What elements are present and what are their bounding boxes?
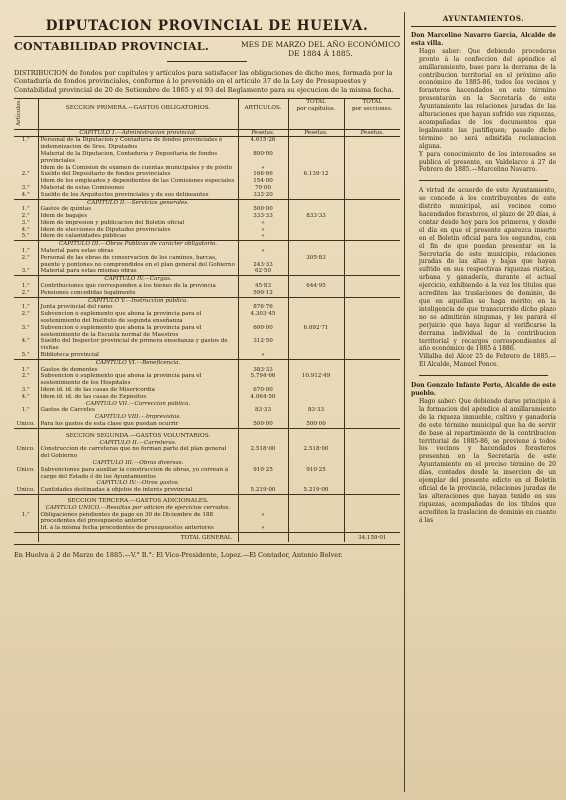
article-number: 4.° (21, 226, 30, 233)
pesetas-label: Pesetas. (288, 129, 344, 137)
article-number: 2.° (21, 213, 30, 220)
distribution-paragraph: DISTRIBUCION de fondos por capítulos y artículos para satisfacer las obligaciones de dicho mes, formada por la Contaduría de fondos provinciales, conforme á lo prevenido en el artículo 37 de la Ley de Presupuestos y Contabilidad provincial de 20 de Setiembre de 1865 y el 93 del Reglamento para su ejecucion de la misma fecha. (14, 69, 394, 94)
article-value: 500·00 (238, 421, 288, 428)
article-value: 154·00 (238, 178, 288, 185)
article-value: 243·33 (238, 255, 288, 269)
article-value: 62·50 (238, 268, 288, 275)
chapter-total: 5.219·00 (288, 487, 344, 494)
article-number: 3.° (21, 184, 30, 191)
table-row: Para los gastos de esta clase que puedan ocurrir (38, 421, 238, 428)
table-row: Construccion de carreteras que no forman parte del plan general del Gobierno (38, 446, 238, 460)
chapter-heading: CAPÍTULO IV.—Otros gastos. (38, 480, 238, 487)
article-value: 2.518·00 (238, 446, 288, 460)
table-row: Biblioteca provincial (38, 352, 238, 359)
article-number: 3.° (21, 219, 30, 226)
article-value: 45·83 (238, 283, 288, 290)
announcement-author: Don Gonzalo Infante Porto, Alcalde de este pueblo. (411, 382, 556, 398)
article-number: Único. (16, 487, 35, 494)
section-one-header: SECCION PRIMERA.—GASTOS OBLIGATORIOS. (38, 98, 238, 129)
announcement-author: Don Marcelino Navarro García, Alcalde de esta villa. (411, 32, 556, 47)
article-number: 1.° (21, 366, 30, 373)
article-number: 4.° (21, 191, 30, 198)
article-number: 2.° (21, 171, 30, 178)
article-value: 333·20 (238, 192, 288, 199)
table-row: Subvencion ó suplemento que abona la provincia para el sostenimiento de los Hospitales (38, 373, 238, 387)
article-number: 5.° (21, 233, 30, 240)
article-value: » (238, 525, 288, 532)
article-value: » (238, 165, 288, 172)
article-value: 5.219·00 (238, 487, 288, 494)
table-row: Idem de los empleados y dependientes de las Comisiones especiales (38, 178, 238, 185)
table-row: Subvencion ó suplemento que abona la provincia para el sostenimiento del Instituto de segunda enseñanza (38, 311, 238, 325)
article-number: 1.° (21, 304, 30, 311)
table-row: Gastos de quintas (38, 206, 238, 213)
article-number: Único. (16, 466, 35, 473)
chapter-heading: CAPÍTULO IV.—Cargas. (38, 276, 238, 283)
table-row: Cantidades destinadas á objetos de interés provincial (38, 487, 238, 494)
chapter-total: 833·33 (288, 213, 344, 220)
table-row: Material de estas Comisiones (38, 185, 238, 192)
article-value: 600·00 (238, 325, 288, 339)
table-row: Subvencion ó suplemento que abona la provincia para el sostenimiento de la Escuela normal de Maestros (38, 325, 238, 339)
page-title: DIPUTACION PROVINCIAL DE HUELVA. (45, 18, 369, 34)
article-value: » (238, 248, 288, 255)
chapter-total: 6.092·71 (288, 325, 344, 339)
budget-table (14, 98, 400, 542)
table-row: Gastos de Cárceles (38, 407, 238, 414)
article-value: » (238, 512, 288, 526)
section-three-header: SECCION TERCERA.—GASTOS ADICIONALES. (38, 494, 238, 504)
table-row: Idem de elecciones de Diputados provinciales (38, 227, 238, 234)
announcement-closing: Y para conocimiento de los interesados se publica el presente, en Valdelarco á 27 de Febrero de 1885.—Marcelino Navarro. (419, 150, 556, 174)
article-number: 3.° (21, 387, 30, 394)
month-line-2: DE 1884 Á 1885. (288, 49, 353, 58)
article-value: » (238, 220, 288, 227)
section-two-header: SECCION SEGUNDA.—GASTOS VOLUNTARIOS. (38, 428, 238, 439)
chapter-heading: CAPÍTULO ÚNICO.—Resultas por adicion de ejercicios cerrados. (38, 505, 238, 512)
articles-header: ARTÍCULOS. (238, 98, 288, 129)
divider (419, 375, 548, 376)
table-row: Idem de bagajes (38, 213, 238, 220)
total-general-value: 34.159·01 (344, 532, 400, 541)
table-row: Idem de la Comision de exámen de cuentas municipales y de pósito (38, 165, 238, 172)
article-value: 4.064·50 (238, 394, 288, 401)
chapter-heading: CAPÍTULO II.—Carreteras. (38, 440, 238, 447)
table-row: Material para estas obras (38, 248, 238, 255)
table-row: Material de la Diputacion, Contaduría y Depositaría de fondos provinciales (38, 151, 238, 165)
article-value: 910·25 (238, 467, 288, 481)
article-value: 876·76 (238, 304, 288, 311)
article-number: 3.° (21, 268, 30, 275)
chapter-heading: CAPÍTULO II.—Servicios generales. (38, 199, 238, 206)
table-row: Idem id. id. de las casas de Expósitos (38, 394, 238, 401)
article-number: Único. (16, 446, 35, 453)
article-value: » (238, 233, 288, 240)
accounting-section (14, 12, 400, 792)
article-number: 2.° (21, 373, 30, 380)
article-number: 1.° (21, 206, 30, 213)
article-number: 4.° (21, 338, 30, 345)
chapter-total: 2.518·00 (288, 446, 344, 460)
table-row: Pensiones concedidas legalmente (38, 290, 238, 297)
signature-footer: En Huelva á 2 de Marzo de 1885.—V.° B.°: El Vice-Presidente, Lopez.—El Contador, Antonio Bolver. (14, 550, 343, 559)
table-row: Obligaciones pendientes de pago en 30 de Diciembre de 188 procedentes del presupuesto anterior (38, 512, 238, 526)
month-line-1: MES DE MARZO DEL AÑO ECONÓMICO (240, 40, 400, 49)
article-value: 83·33 (238, 407, 288, 414)
table-row: Gastos de dementes (38, 367, 238, 374)
chapter-heading: CAPÍTULO I.—Administracion provincial. (38, 129, 238, 137)
article-number: 2.° (21, 311, 30, 318)
chapter-heading: CAPÍTULO VIII.—Imprevistos. (38, 414, 238, 421)
article-value: 4.615·26 (238, 137, 288, 151)
pesetas-label: Pesetas. (344, 129, 400, 137)
section-subtitle: CONTABILIDAD PROVINCIAL. (14, 40, 210, 53)
article-number: 2.° (21, 254, 30, 261)
municipal-announcements-column (404, 12, 556, 792)
chapter-total: 10.912·49 (288, 373, 344, 387)
chapter-total: 644·95 (288, 283, 344, 290)
article-number: 1.° (21, 137, 30, 144)
article-value: 670·00 (238, 387, 288, 394)
article-value: » (238, 352, 288, 359)
article-value: 383·33 (238, 367, 288, 374)
chapter-total: 910·25 (288, 467, 344, 481)
chapter-total: 305·83 (288, 255, 344, 269)
chapter-heading: CAPÍTULO V.—Instruccion pública. (38, 297, 238, 304)
table-row: Material para estas mismas obras (38, 268, 238, 275)
total-sections-header: TOTAL por secciones. (344, 98, 400, 129)
article-number: 4.° (21, 393, 30, 400)
divider (14, 544, 400, 545)
article-number: 1.° (21, 248, 30, 255)
pesetas-label: Pesetas. (238, 129, 288, 137)
article-number: 5.° (21, 352, 30, 359)
table-row: Sueldo del Depositario de fondos provinciales (38, 171, 238, 178)
article-value: 166·66 (238, 171, 288, 178)
article-value: 4.303·45 (238, 311, 288, 325)
article-value: » (238, 227, 288, 234)
chapter-heading: CAPÍTULO VII.—Correccion pública. (38, 401, 238, 408)
table-row: Sueldo del Inspector provincial de primera enseñanza y gastos de visitas (38, 338, 238, 352)
article-value: 5.794·66 (238, 373, 288, 387)
table-row: Idem id. id. de las casas de Misericordia (38, 387, 238, 394)
chapter-heading: CAPÍTULO III.—Obras diversas. (38, 460, 238, 467)
announcement-text: Hago saber: Que debiendo darse principio á la formacion del apéndice al amillaramiento de la riqueza inmueble, cultivo y ganadería de este término municipal que ha de servir de base al repartimiento de la contribucion territorial de 1885-86, se previene á todos los vecinos y hacendados forasteros presenten en la Secretaría de este Ayuntamiento en el preciso término de 20 días, contados desde la insercion de un ejemplar del presente edicto en el Boletín oficial de la provincia, relaciones juradas de las alteraciones que hayan tenido en sus riquezas, acompañadas de los títulos que acrediten la traslacion de dominio en cuanto á las (419, 397, 556, 524)
article-value: 70·00 (238, 185, 288, 192)
announcement-text: A virtud de acuerdo de este Ayuntamiento, se concede á los contribuyentes de este distrito municipal, así vecinos como hacendados forasteros, el plazo de 20 días, á contar desde hoy para los primeros, y desde el día en que el presente aparezca inserto en el Boletín oficial para los segundos, con el fin de que puedan presentar en la Secretaría de este municipio, relaciones juradas de las altas y bajas que hayan sufrido en sus respectivas riquezas rústica, urbana y ganadería, durante el actual ejercicio, exhibiendo á la vez los títulos que acrediten las traslaciones de dominio, de que en aquellas se haga mérito; en la inteligencia de que transcurrido dicho plazo no se admitirán ningunas, y les parará el perjuicio que haya lugar al verificarse la derrama individual de la contribucion territorial y recargos correspondientes al año económico de 1885 á 1886. (419, 187, 556, 353)
article-number: 2.° (21, 289, 30, 296)
column-heading: AYUNTAMIENTOS. (411, 14, 556, 27)
total-chapters-header: TOTAL por capítulos. (288, 98, 344, 129)
chapter-heading: CAPÍTULO III.—Obras Públicas de carácter obligatorio. (38, 241, 238, 248)
chapter-total: 500·00 (288, 421, 344, 428)
chapter-total: 83·33 (288, 407, 344, 414)
table-row: Subvenciones para auxiliar la construccion de obras, yo correan á cargo del Estado ó de los Ayuntamientos (38, 467, 238, 481)
table-row: Contribuciones que corresponden á los bienes de la provincia (38, 283, 238, 290)
article-value: 800·00 (238, 151, 288, 165)
article-number: 1.° (21, 407, 30, 414)
table-row: Idem de impresion y publicacion del Boletin oficial (38, 220, 238, 227)
article-number: 1.° (21, 511, 30, 518)
table-row: Idem de calamidades públicas (38, 233, 238, 240)
divider (419, 180, 548, 181)
article-value: 599·12 (238, 290, 288, 297)
month-heading (241, 40, 400, 58)
article-value: 333·33 (238, 213, 288, 220)
articles-side-label: Artículos. (16, 98, 22, 126)
total-general-label: TOTAL GENERAL (38, 532, 238, 541)
announcement-text: Hago saber: Que debiendo procederse pronto á la confeccion del apéndice al amillaramiento, base para la derrama de la contribucion territorial en el próximo año económico de 1885-86, todos los vecinos y forasteros hacendados en este término presentarán en la Secretaría de este Ayuntamiento las relaciones juradas de las alteraciones que hayan sufrido sus riquezas, acompañadas de los documentos que legalmente las justifiquen; pasado dicho término no será admitida reclamacion alguna. (419, 47, 556, 150)
article-value: 500·00 (238, 206, 288, 213)
table-row: Id. á la misma fecha procedentes de presupuestos anteriores (38, 525, 238, 532)
chapter-heading: CAPÍTULO VI.—Beneficencia. (38, 359, 238, 366)
table-row: Personal de las obras de conservacion de los caminos, barcas, puente y pontones no comprendidos en el plan general del Gobierno (38, 255, 238, 269)
table-row: Personal de la Diputacion y Contaduría de fondos provinciales é indemnizacion de Sres. Diputados (38, 137, 238, 151)
table-row: Sueldo de los Arquitectos provinciales y de sus delineantes (38, 192, 238, 199)
chapter-total: 6.139·12 (288, 171, 344, 178)
article-number: 1.° (21, 283, 30, 290)
divider (167, 61, 247, 62)
article-number: 3.° (21, 324, 30, 331)
divider (14, 36, 400, 37)
table-row: Junta provincial del ramo (38, 304, 238, 311)
article-value: 312·50 (238, 338, 288, 352)
announcement-closing: Villalba del Alcor 25 de Febrero de 1885.—El Alcalde, Manuel Ponce. (419, 353, 556, 369)
article-number: Único. (16, 421, 35, 427)
